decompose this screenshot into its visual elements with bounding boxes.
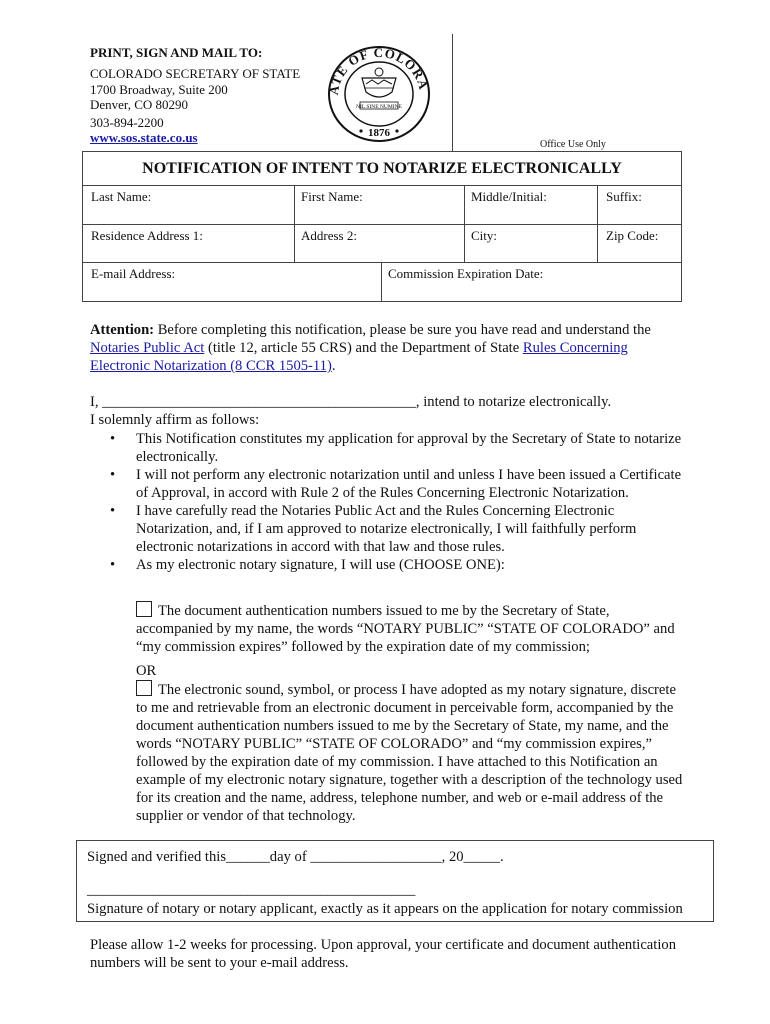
option1-checkbox[interactable] (136, 601, 152, 617)
list-item-text: I will not perform any electronic notarization until and unless I have been issued a Certificate of Approval, in accord with Rule 2 of the Rules Concerning Electronic Notarization. (136, 467, 682, 501)
zip-code-field[interactable]: Zip Code: (606, 228, 659, 243)
signed-verified-line[interactable]: Signed and verified this______day of __________________, 20_____. (87, 849, 504, 865)
form-title: NOTIFICATION OF INTENT TO NOTARIZE ELECTRONICALLY (142, 160, 622, 177)
residence-address-field[interactable]: Residence Address 1: (91, 228, 203, 243)
intent-line: I, ___________________________________________, intend to notarize electronically. (90, 394, 612, 410)
processing-note: Please allow 1-2 weeks for processing. Upon approval, your certificate and document authentication numbers will be sent to your e-mail address. (90, 937, 676, 971)
commission-expiration-field[interactable]: Commission Expiration Date: (388, 266, 544, 281)
attention-text: (title 12, article 55 CRS) and the Department of State (204, 340, 523, 356)
list-item: • As my electronic notary signature, I will use (CHOOSE ONE): (110, 557, 505, 573)
attention-paragraph (90, 321, 690, 375)
list-item: • I have carefully read the Notaries Public Act and the Rules Concerning Electronic Notarization, and, if I am approved to notarize electronically, I will faithfully perform electronic notarizations in accord with that law and those rules. (110, 503, 637, 555)
first-name-field[interactable]: First Name: (301, 189, 363, 204)
affirm-line: I solemnly affirm as follows: (90, 412, 260, 428)
attention-text: . (331, 358, 336, 374)
option2-checkbox[interactable] (136, 680, 152, 696)
option-document-auth-numbers (136, 601, 684, 656)
website-link[interactable]: www.sos.state.co.us (90, 130, 198, 145)
last-name-field[interactable]: Last Name: (91, 189, 152, 204)
option2-text: The electronic sound, symbol, or process I have adopted as my notary signature, discrete to me and retrievable from an electronic document in perceivable form, accompanied by the document authentication numbers issued to me by the Secretary of State, my name, and the words “NOTARY PUBLIC” “STATE OF COLORADO” and “my commission expires,” followed by the expiration date of my commission. I have attached to this Notification an example of my electronic notary signature, together with a description of the technology used for its creation and the name, address, telephone number, and web or e-mail address of the supplier or vendor of that technology. (136, 682, 683, 824)
list-item-text: I have carefully read the Notaries Public Act and the Rules Concerning Electronic Notarization, and, if I am approved to notarize electronically, I will faithfully perform electronic notarizations in accord with that law and those rules. (136, 503, 637, 555)
or-separator: OR (136, 663, 157, 679)
middle-initial-field[interactable]: Middle/Initial: (471, 189, 547, 204)
list-item: • I will not perform any electronic notarization until and unless I have been issued a Certificate of Approval, in accord with Rule 2 of the Rules Concerning Electronic Notarization. (110, 467, 682, 501)
print-sign-mail-heading: PRINT, SIGN AND MAIL TO: (90, 45, 263, 60)
applicant-info-form (82, 151, 682, 302)
signature-caption: Signature of notary or notary applicant, exactly as it appears on the application for notary commission (87, 901, 683, 917)
suffix-field[interactable]: Suffix: (606, 189, 642, 204)
attention-text: Before completing this notification, please be sure you have read and understand the (154, 322, 651, 338)
form-col-divider (597, 185, 598, 262)
email-field[interactable]: E-mail Address: (91, 266, 176, 281)
form-col-divider (464, 185, 465, 262)
form-divider (83, 185, 681, 186)
office-name: COLORADO SECRETARY OF STATE (90, 66, 301, 81)
affirmation-list (108, 430, 688, 574)
rules-electronic-notarization-link[interactable]: Rules Concerning Electronic Notarization (8 CCR 1505-11) (90, 340, 628, 374)
option1-text: The document authentication numbers issued to me by the Secretary of State, accompanied by my name, the words “NOTARY PUBLIC” “STATE OF COLORADO” and “my commission expires” followed by the expiration date of my commission; (136, 603, 675, 655)
signature-box (76, 840, 714, 922)
list-item: • This Notification constitutes my application for approval by the Secretary of State to notarize electronically. (110, 431, 682, 465)
form-divider (83, 262, 681, 263)
option-electronic-signature (136, 680, 684, 825)
list-item-text: As my electronic notary signature, I will use (CHOOSE ONE): (136, 557, 505, 573)
address2-field[interactable]: Address 2: (301, 228, 357, 243)
signature-line[interactable]: _____________________________________________ (87, 882, 416, 898)
office-use-label: Office Use Only (540, 139, 606, 150)
seal-motto: NIL SINE NUMINE (356, 104, 402, 110)
notaries-public-act-link[interactable]: Notaries Public Act (90, 340, 205, 356)
seal-ring-text: ATE OF COLORA (326, 44, 432, 96)
colorado-state-seal-icon (326, 44, 432, 144)
list-item-text: This Notification constitutes my application for approval by the Secretary of State to notarize electronically. (136, 431, 682, 465)
office-phone: 303-894-2200 (90, 115, 164, 130)
form-col-divider (294, 185, 295, 262)
office-use-divider (452, 34, 453, 151)
office-street: 1700 Broadway, Suite 200 (90, 82, 228, 97)
seal-year: 1876 (368, 127, 390, 139)
office-city: Denver, CO 80290 (90, 97, 189, 112)
city-field[interactable]: City: (471, 228, 498, 243)
attention-label: Attention: (90, 322, 155, 338)
form-divider (83, 224, 681, 225)
form-col-divider (381, 262, 382, 301)
